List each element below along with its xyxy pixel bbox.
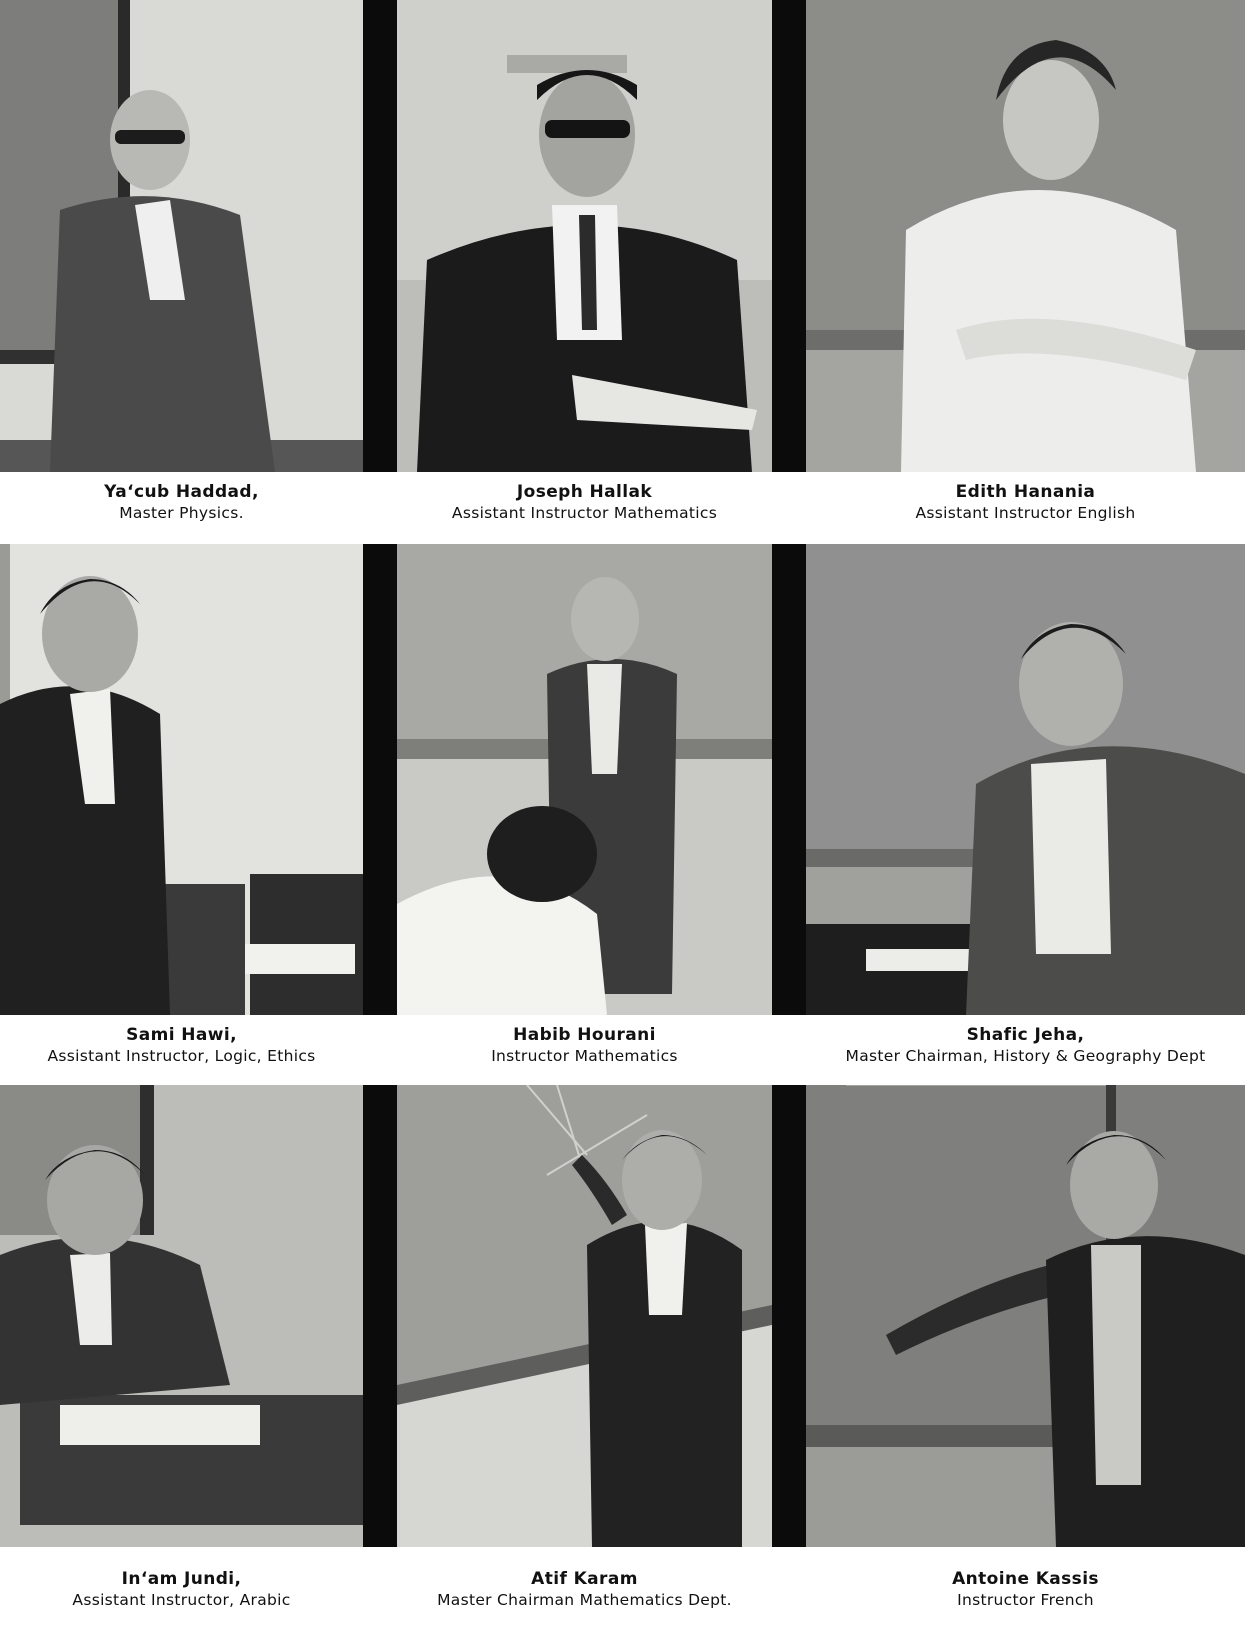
portrait-card bbox=[0, 544, 363, 1085]
person-name: Habib Hourani bbox=[513, 1025, 656, 1045]
portrait-caption bbox=[806, 1547, 1245, 1633]
person-name: Atif Karam bbox=[531, 1569, 638, 1589]
portrait-caption bbox=[0, 1547, 363, 1633]
portrait-photo-karam bbox=[363, 1085, 806, 1547]
portrait-caption bbox=[806, 1015, 1245, 1085]
portrait-card bbox=[363, 1085, 806, 1633]
person-name: Antoine Kassis bbox=[952, 1569, 1099, 1589]
portrait-photo-hawi bbox=[0, 544, 363, 1015]
person-title: Master Chairman, History & Geography Dept bbox=[845, 1047, 1206, 1065]
portrait-card bbox=[806, 544, 1245, 1085]
person-title: Assistant Instructor Mathematics bbox=[451, 504, 718, 522]
portrait-photo-hallak bbox=[363, 0, 806, 472]
portrait-card bbox=[363, 0, 806, 544]
portrait-caption bbox=[363, 1547, 806, 1633]
person-name: Edith Hanania bbox=[955, 482, 1096, 502]
portrait-photo-hourani bbox=[363, 544, 806, 1015]
person-title: Assistant Instructor English bbox=[915, 504, 1136, 522]
portrait-photo-haddad bbox=[0, 0, 363, 472]
person-name: Ya‘cub Haddad, bbox=[104, 482, 259, 502]
person-title: Instructor Mathematics bbox=[491, 1047, 678, 1065]
portrait-card bbox=[0, 1085, 363, 1633]
person-title: Master Physics. bbox=[119, 504, 244, 522]
person-title: Master Chairman Mathematics Dept. bbox=[437, 1591, 732, 1609]
person-name: Shafic Jeha, bbox=[966, 1025, 1085, 1045]
portrait-card bbox=[806, 0, 1245, 544]
person-name: Sami Hawi, bbox=[126, 1025, 237, 1045]
portrait-caption bbox=[363, 1015, 806, 1085]
person-title: Instructor French bbox=[957, 1591, 1094, 1609]
person-title: Assistant Instructor, Arabic bbox=[72, 1591, 291, 1609]
portrait-photo-jeha bbox=[806, 544, 1245, 1015]
portrait-caption bbox=[806, 472, 1245, 544]
portrait-photo-hanania bbox=[806, 0, 1245, 472]
person-name: In‘am Jundi, bbox=[121, 1569, 242, 1589]
portrait-photo-kassis bbox=[806, 1085, 1245, 1547]
portrait-card bbox=[363, 544, 806, 1085]
portrait-caption bbox=[363, 472, 806, 544]
person-title: Assistant Instructor, Logic, Ethics bbox=[47, 1047, 316, 1065]
portrait-card bbox=[806, 1085, 1245, 1633]
portrait-photo-jundi bbox=[0, 1085, 363, 1547]
portrait-card bbox=[0, 0, 363, 544]
portrait-caption bbox=[0, 472, 363, 544]
person-name: Joseph Hallak bbox=[516, 482, 653, 502]
portrait-caption bbox=[0, 1015, 363, 1085]
